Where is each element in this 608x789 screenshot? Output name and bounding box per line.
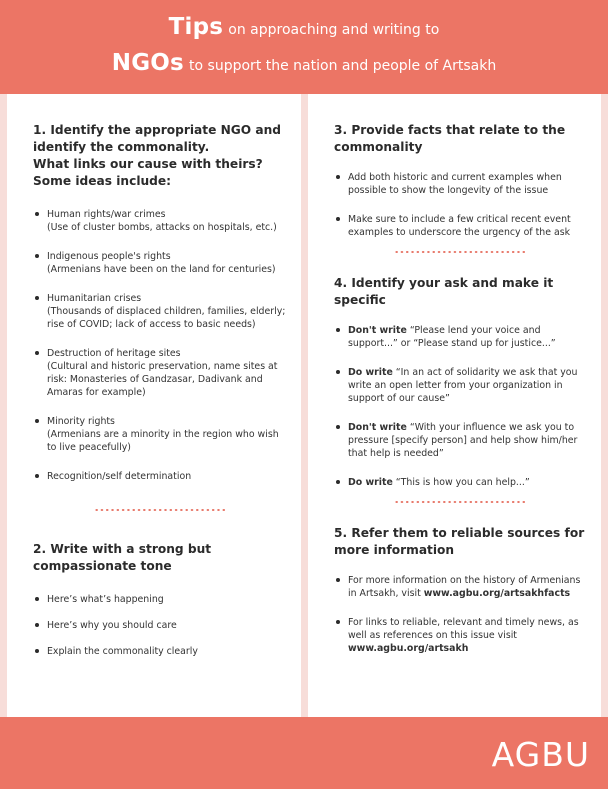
list-item	[33, 208, 287, 234]
item-head: Humanitarian crises	[47, 293, 142, 304]
section-5-list	[334, 574, 587, 655]
list-item	[33, 470, 287, 483]
section-4-list	[334, 324, 587, 489]
list-item	[33, 415, 287, 454]
section-1-title-line-a: 1. Identify the appropriate NGO and identify the commonality.	[33, 123, 282, 154]
item-sub: (Thousands of displaced children, families, elderly; rise of COVID; lack of access to basic needs)	[47, 306, 286, 330]
list-item	[33, 347, 287, 399]
list-item: Here’s what’s happening	[33, 593, 287, 606]
header-ngos: NGOs	[111, 50, 184, 76]
item-lead: Do write	[348, 367, 393, 378]
list-item: Add both historic and current examples when possible to show the longevity of the issue	[334, 171, 587, 197]
list-item	[33, 292, 287, 331]
header-subtitle-2: to support the nation and people of Artsakh	[189, 58, 497, 74]
list-item	[334, 616, 587, 655]
center-divider	[301, 94, 308, 717]
item-text: “With your influence we ask you to pressure [specify person] and help show him/her that help is needed”	[348, 422, 578, 459]
item-lead: Do write	[348, 477, 393, 488]
header-banner	[0, 0, 608, 94]
item-head: Indigenous people's rights	[47, 251, 171, 262]
list-item	[334, 366, 587, 405]
item-sub: (Armenians have been on the land for centuries)	[47, 264, 276, 275]
item-head: Destruction of heritage sites	[47, 348, 181, 359]
header-line-2	[0, 50, 608, 76]
item-text: “This is how you can help...”	[392, 477, 530, 488]
item-text: “Please lend your voice and support...” or “Please stand up for justice...”	[348, 325, 556, 349]
list-item: Here’s why you should care	[33, 619, 287, 632]
item-sub: (Cultural and historic preservation, name sites at risk: Monasteries of Gandzasar, Dadivank and Amaras for example)	[47, 361, 278, 398]
item-lead: Don't write	[348, 325, 407, 336]
header-tips: Tips	[168, 14, 224, 40]
right-border-stripe	[601, 94, 608, 717]
section-5-title: 5. Refer them to reliable sources for more information	[334, 526, 585, 557]
artsakhfacts-link[interactable]: www.agbu.org/artsakhfacts	[423, 588, 571, 599]
list-item	[334, 574, 587, 600]
list-item	[334, 476, 587, 489]
list-item: Explain the commonality clearly	[33, 645, 287, 658]
item-text: For links to reliable, relevant and timely news, as well as references on this issue visit	[348, 617, 579, 641]
section-1-title	[33, 122, 287, 190]
list-item	[334, 324, 587, 350]
item-head: Human rights/war crimes	[47, 209, 166, 220]
list-item: Make sure to include a few critical recent event examples to underscore the urgency of the ask	[334, 213, 587, 239]
item-text: For more information on the history of Armenians in Artsakh, visit	[348, 575, 581, 599]
left-border-stripe	[0, 94, 7, 717]
agbu-logo: AGBU	[491, 735, 590, 774]
item-sub: (Armenians are a minority in the region who wish to live peacefully)	[47, 429, 279, 453]
section-3-list	[334, 171, 587, 239]
section-1-list	[33, 208, 287, 483]
item-sub: (Use of cluster bombs, attacks on hospitals, etc.)	[47, 222, 277, 233]
footer-banner	[0, 717, 608, 789]
list-item	[334, 421, 587, 460]
section-2-title: 2. Write with a strong but compassionate tone	[33, 542, 212, 573]
list-item	[33, 250, 287, 276]
header-line-1	[0, 14, 608, 40]
section-2-list	[33, 593, 287, 658]
section-3-title: 3. Provide facts that relate to the commonality	[334, 123, 566, 154]
item-head: Recognition/self determination	[47, 471, 192, 482]
section-1-title-line-b: What links our cause with theirs? Some ideas include:	[33, 157, 263, 188]
item-text: “In an act of solidarity we ask that you write an open letter from your organization in support of our cause”	[348, 367, 578, 404]
left-column	[7, 94, 301, 717]
item-lead: Don't write	[348, 422, 407, 433]
right-column	[308, 94, 601, 717]
header-subtitle-1: on approaching and writing to	[228, 22, 440, 38]
item-head: Minority rights	[47, 416, 115, 427]
artsakh-link[interactable]: www.agbu.org/artsakh	[348, 643, 469, 654]
section-4-title: 4. Identify your ask and make it specific	[334, 276, 554, 307]
